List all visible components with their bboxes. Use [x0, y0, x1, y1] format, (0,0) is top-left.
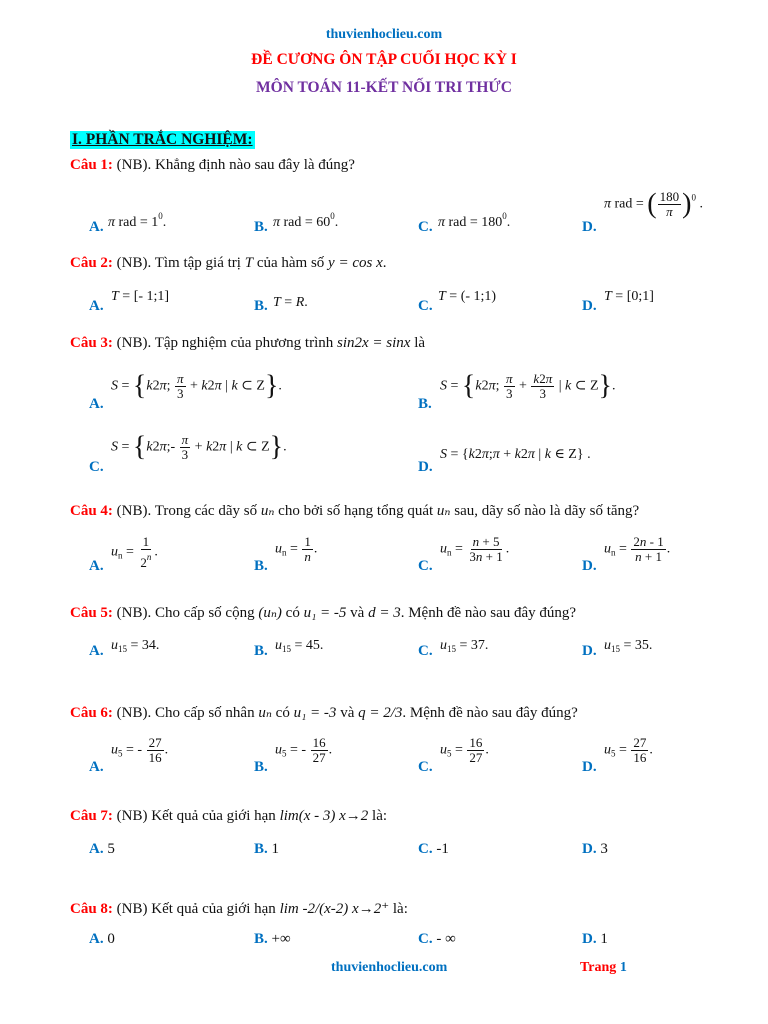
q5-option-d[interactable]: D.: [582, 643, 597, 659]
q4-option-d[interactable]: D.: [582, 558, 597, 574]
question-2: Câu 2: (NB). Tìm tập giá trị T của hàm số y = cos x.: [70, 255, 387, 271]
q1-option-a[interactable]: A.: [89, 219, 104, 235]
q3-option-d[interactable]: D.: [418, 459, 433, 475]
site-header[interactable]: thuvienhoclieu.com: [325, 27, 443, 42]
q4-option-c-formula: $u_n$ = $\frac{n + 5}{3n + 1}$ .: [440, 534, 510, 564]
q1-option-b-formula: π rad = $60^0$.: [273, 211, 339, 230]
q7-option-c[interactable]: C. -1: [418, 841, 449, 857]
document-title: ĐỀ CƯƠNG ÔN TẬP CUỐI HỌC KỲ I: [251, 51, 517, 68]
q4-option-c[interactable]: C.: [418, 558, 433, 574]
q4-option-d-formula: $u_n$ = $\frac{2n - 1}{n + 1}$ .: [604, 534, 671, 564]
question-5: Câu 5: (NB). Cho cấp số cộng (uₙ) có u₁ = -5 và d = 3. Mệnh đề nào sau đây đúng?: [70, 605, 577, 621]
question-7: Câu 7: (NB) Kết quả của giới hạn lim(x - 3) x→2 là:: [70, 808, 388, 824]
q7-option-b[interactable]: B. 1: [254, 841, 280, 857]
q2-option-b[interactable]: B.: [254, 298, 268, 314]
q1-option-c[interactable]: C.: [418, 219, 433, 235]
question-4: Câu 4: (NB). Trong các dãy số uₙ cho bởi số hạng tổng quát uₙ sau, dãy số nào là dãy số tăng?: [70, 503, 640, 519]
q5-option-c[interactable]: C.: [418, 643, 433, 659]
q2-option-d[interactable]: D.: [582, 298, 597, 314]
q4-option-b[interactable]: B.: [254, 558, 268, 574]
q2-option-d-formula: T = [0;1]: [604, 289, 654, 304]
q6-option-a[interactable]: A.: [89, 759, 104, 775]
q3-option-c[interactable]: C.: [89, 459, 104, 475]
q1-option-b[interactable]: B.: [254, 219, 268, 235]
q1-option-d[interactable]: D.: [582, 219, 597, 235]
q5-option-b-formula: $u_{15} = 45$.: [275, 638, 324, 654]
q3-option-d-formula: S = {k2π;π + k2π | k ∈ Z} .: [440, 447, 591, 462]
q2-option-c-formula: T = (- 1;1): [438, 289, 497, 304]
question-3: Câu 3: (NB). Tập nghiệm của phương trình sin2x = sinx là: [70, 335, 426, 351]
q2-option-a-formula: T = [- 1;1]: [111, 289, 170, 304]
q7-option-a[interactable]: A. 5: [89, 841, 115, 857]
q4-option-b-formula: $u_n$ = $\frac{1}{n}$ .: [275, 534, 318, 564]
q3-option-b[interactable]: B.: [418, 396, 432, 412]
q6-option-d[interactable]: D.: [582, 759, 597, 775]
page-number: Trang 1: [580, 960, 627, 975]
q8-option-a[interactable]: A. 0: [89, 931, 115, 947]
q1-option-c-formula: π rad = $180^0$.: [438, 211, 511, 230]
q6-option-b-formula: $u_5$ = - $\frac{16}{27}$ .: [275, 735, 333, 765]
question-8: Câu 8: (NB) Kết quả của giới hạn lim -2/(x-2) x→2⁺ là:: [70, 901, 408, 917]
q4-option-a[interactable]: A.: [89, 558, 104, 574]
q6-option-c-formula: $u_5$ = $\frac{16}{27}$ .: [440, 735, 489, 765]
question-1: [70, 157, 355, 174]
q5-option-c-formula: $u_{15} = 37$.: [440, 638, 489, 654]
footer-site[interactable]: thuvienhoclieu.com: [331, 960, 448, 975]
question-6: Câu 6: (NB). Cho cấp số nhân uₙ có u₁ = -3 và q = 2/3. Mệnh đề nào sau đây đúng?: [70, 705, 578, 721]
q6-option-b[interactable]: B.: [254, 759, 268, 775]
q3-option-c-formula: S = {k2π;- $\frac{\pi}{3}$ + k2π | k ⊂ Z}.: [111, 431, 287, 463]
q6-option-a-formula: $u_5$ = - $\frac{27}{16}$ .: [111, 735, 169, 765]
q5-option-b[interactable]: B.: [254, 643, 268, 659]
q6-option-d-formula: $u_5$ = $\frac{27}{16}$ .: [604, 735, 653, 765]
q4-option-a-formula: $u_n$ = $\frac{1}{2^n}$ .: [111, 534, 158, 570]
q5-option-a-formula: $u_{15} = 34$.: [111, 638, 160, 654]
q1-option-d-formula: π rad = ( $\frac{180}{\pi}$ )$^0$ .: [604, 188, 703, 220]
q1-option-a-formula: π rad = $1^0$.: [108, 211, 167, 230]
q3-option-b-formula: S = {k2π; $\frac{\pi}{3}$ + $\frac{k2\pi}{3}$ | k ⊂ Z}.: [440, 370, 616, 402]
q6-option-c[interactable]: C.: [418, 759, 433, 775]
q2-option-b-formula: T = R.: [273, 295, 308, 310]
q3-option-a-formula: S = {k2π; $\frac{\pi}{3}$ + k2π | k ⊂ Z}.: [111, 370, 282, 402]
question-number: Câu 1:: [70, 157, 113, 173]
q8-option-d[interactable]: D. 1: [582, 931, 608, 947]
question-text: (NB). Khẳng định nào sau đây là đúng?: [112, 157, 355, 173]
q3-option-a[interactable]: A.: [89, 396, 104, 412]
q2-option-c[interactable]: C.: [418, 298, 433, 314]
q2-option-a[interactable]: A.: [89, 298, 104, 314]
q8-option-b[interactable]: B. +∞: [254, 931, 291, 947]
q8-option-c[interactable]: C. - ∞: [418, 931, 456, 947]
q5-option-a[interactable]: A.: [89, 643, 104, 659]
q5-option-d-formula: $u_{15} = 35$.: [604, 638, 653, 654]
document-subtitle: MÔN TOÁN 11-KẾT NỐI TRI THỨC: [256, 79, 512, 96]
q7-option-d[interactable]: D. 3: [582, 841, 608, 857]
section-heading: I. PHẦN TRẮC NGHIỆM:: [72, 131, 253, 148]
